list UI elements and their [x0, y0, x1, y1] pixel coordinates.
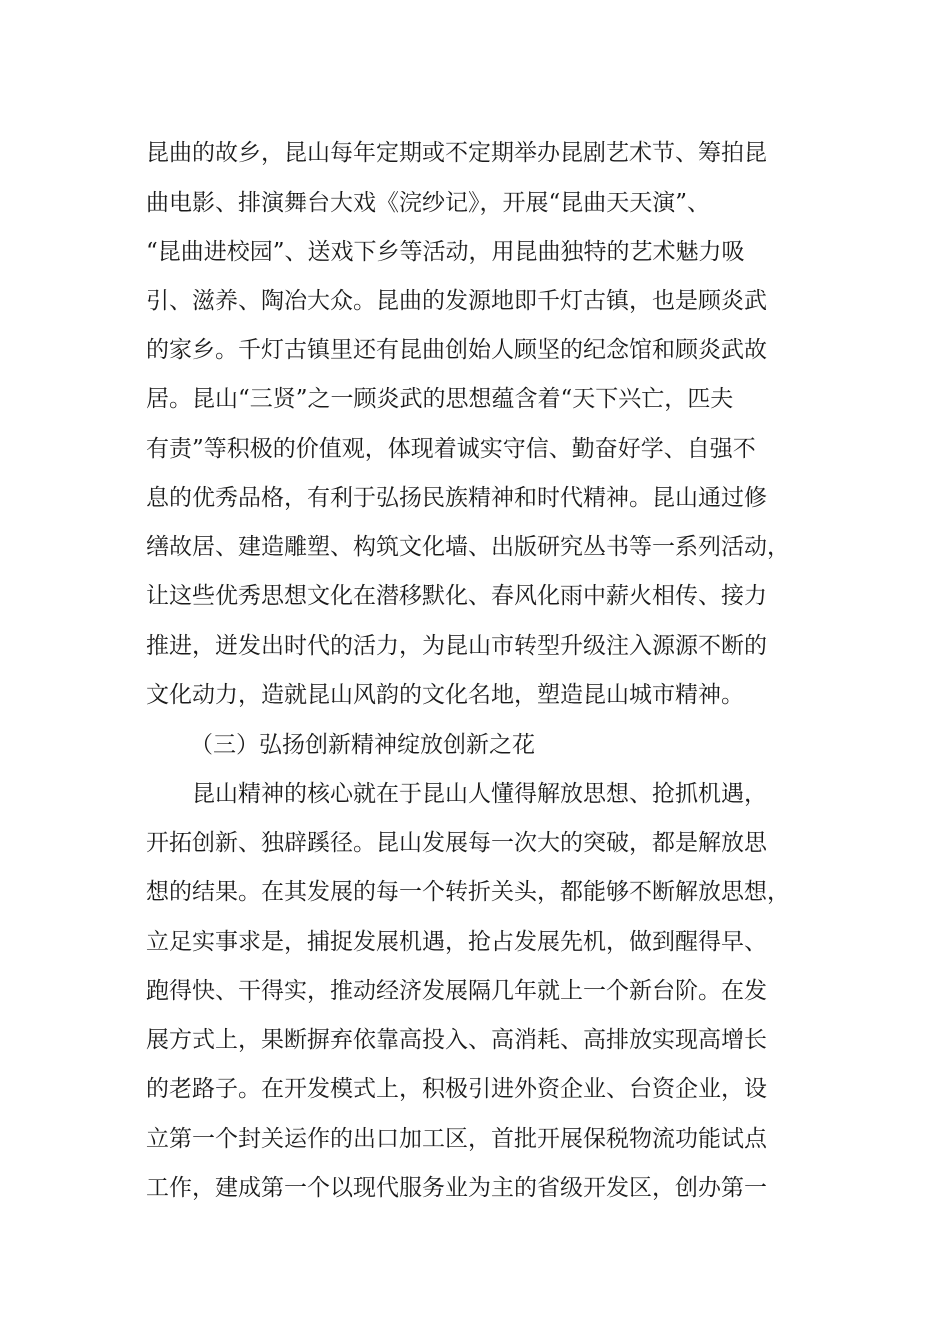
paragraph-line: 工作，建成第一个以现代服务业为主的省级开发区，创办第一: [146, 1175, 767, 1201]
paragraph-line: 的家乡。千灯古镇里还有昆曲创始人顾坚的纪念馆和顾炎武故: [146, 337, 767, 363]
paragraph-line: 开拓创新、独辟蹊径。昆山发展每一次大的突破，都是解放思: [146, 830, 767, 856]
paragraph-line: 居。昆山“三贤”之一顾炎武的思想蕴含着“天下兴亡，匹夫: [146, 386, 734, 412]
paragraph-line: 昆曲的故乡，昆山每年定期或不定期举办昆剧艺术节、筹拍昆: [146, 140, 767, 166]
paragraph-line: 文化动力，造就昆山风韵的文化名地，塑造昆山城市精神。: [146, 682, 744, 708]
paragraph-line: 昆山精神的核心就在于昆山人懂得解放思想、抢抓机遇，: [192, 781, 767, 807]
paragraph-line: 有责”等积极的价值观，体现着诚实守信、勤奋好学、自强不: [146, 436, 756, 462]
paragraph-line: 立足实事求是，捕捉发展机遇，抢占发展先机，做到醒得早、: [146, 929, 767, 955]
paragraph-line: 的老路子。在开发模式上，积极引进外资企业、台资企业，设: [146, 1076, 767, 1102]
paragraph-line: 推进，迸发出时代的活力，为昆山市转型升级注入源源不断的: [146, 633, 767, 659]
paragraph-line: 引、滋养、陶冶大众。昆曲的发源地即千灯古镇，也是顾炎武: [146, 288, 767, 314]
paragraph-line: 想的结果。在其发展的每一个转折关头，都能够不断解放思想，: [146, 879, 790, 905]
paragraph-line: 息的优秀品格，有利于弘扬民族精神和时代精神。昆山通过修: [146, 485, 767, 511]
paragraph-line: 让这些优秀思想文化在潜移默化、春风化雨中薪火相传、接力: [146, 583, 767, 609]
paragraph-line: 展方式上，果断摒弃依靠高投入、高消耗、高排放实现高增长: [146, 1027, 767, 1053]
paragraph-line: 曲电影、排演舞台大戏《浣纱记》，开展“昆曲天天演”、: [146, 190, 711, 216]
paragraph-line: 缮故居、建造雕塑、构筑文化墙、出版研究丛书等一系列活动，: [146, 534, 790, 560]
paragraph-line: “昆曲进校园”、送戏下乡等活动，用昆曲独特的艺术魅力吸: [146, 239, 745, 265]
paragraph-line: 跑得快、干得实，推动经济发展隔几年就上一个新台阶。在发: [146, 978, 767, 1004]
paragraph-line: 立第一个封关运作的出口加工区，首批开展保税物流功能试点: [146, 1126, 767, 1152]
section-heading: （三）弘扬创新精神绽放创新之花: [190, 732, 535, 758]
